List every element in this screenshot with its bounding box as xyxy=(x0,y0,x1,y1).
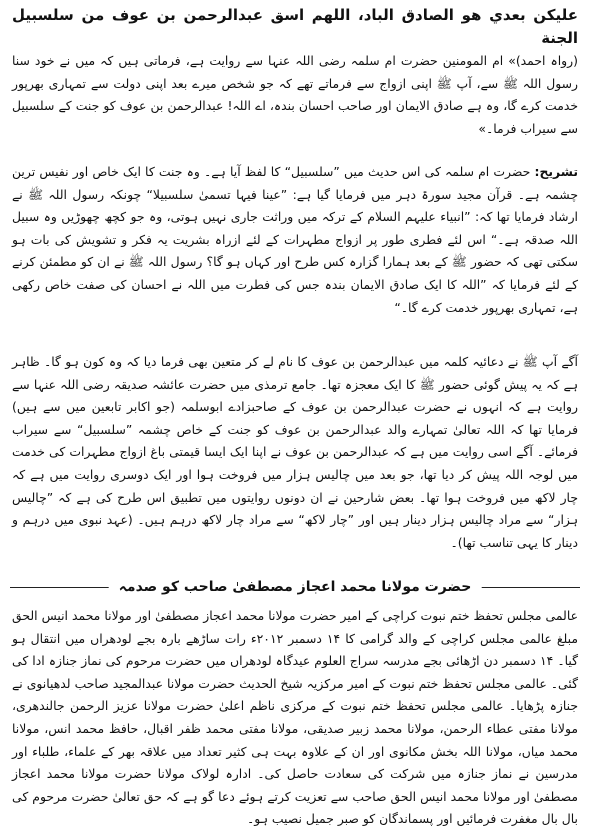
section-title: حضرت مولانا محمد اعجاز مصطفیٰ صاحب کو صدمہ xyxy=(109,575,482,599)
hadith-translation-block xyxy=(10,50,580,161)
condolence-paragraph: عالمی مجلس تحفظ ختم نبوت کراچی کے امیر حضرت مولانا محمد اعجاز مصطفیٰ اور مولانا محمد انیس الحق مبلغ عالمی مجلس کراچی کے والد گرامی کا ۱۴ دسمبر ۲۰۱۲ء رات ساڑھے بارہ بجے لودھراں میں انتقال ہو گیا۔ ۱۴ دسمبر دن اڑھائی بجے مدرسہ سراج العلوم عیدگاہ لودھراں میں حضرت مرحوم کی نماز جنازہ ادا کی گئی۔ عالمی مجلس تحفظ ختم نبوت کے امیر مرکزیہ شیخ الحدیث حضرت مولانا عبدالمجید صاحب لدھیانوی نے جنازہ پڑھایا۔ عالمی مجلس تحفظ ختم نبوت کے مرکزی ناظم اعلیٰ حضرت مولانا عزیز الرحمن جالندھری، مولانا مفتی عطاء الرحمن، مولانا محمد زبیر صدیقی، مولانا مفتی محمد ظفر اقبال، حافظ محمد انس، مولانا محمد میاں، مولانا اللہ بخش مکانوی اور ان کے علاوہ بہت ہی کثیر تعداد میں علاقہ بھر کے علماء، طلباء اور مدرسین نے نماز جنازہ میں شرکت کی سعادت حاصل کی۔ ادارہ لولاک مولانا حضرت مولانا محمد اعجاز مصطفیٰ اور مولانا محمد انیس الحق صاحب سے تعزیت کرتے ہوئے دعا گو ہے کہ حق تعالیٰ حضرت مرحوم کی بال بال مغفرت فرمائیں اور پسماندگان کو صبر جمیل نصیب ہو۔ xyxy=(12,608,578,827)
continuation-paragraph: آگے آپ ﷺ نے دعائیہ کلمہ میں عبدالرحمن بن عوف کا نام لے کر متعین بھی فرما دیا کہ وہ کون ہو گا۔ ظاہر ہے کہ یہ پیش گوئی حضور ﷺ کا ایک معجزہ تھا۔ جامع ترمذی میں حضرت عائشہ صدیقہ رضی اللہ عنہا سے روایت ہے کہ انہوں نے حضرت عبدالرحمن بن عوف کے صاحبزادے ابوسلمہ (جو اکابر تابعین میں سے ہیں) فرمایا تھا کہ اللہ تعالیٰ تمہارے والد عبدالرحمن بن عوف کو جنت کے خاص چشمہ ”سلسبیل“ سے سیراب فرمائے۔ آگے اسی روایت میں ہے کہ عبدالرحمن بن عوف نے اپنا ایک ایسا قیمتی باغ ازواج مطہرات کی خدمت میں لوجہ اللہ پیش کر دیا تھا، جو بعد میں چالیس ہزار میں فروخت ہوا اور ایک دوسری روایت میں ہے کہ چار لاکھ میں فروخت ہوا تھا۔ بعض شارحین نے ان دونوں روایتوں میں تطبیق اس طرح کی ہے کہ ”چالیس ہزار“ سے مراد چالیس ہزار دینار ہیں اور ”چار لاکھ“ سے مراد چار لاکھ درہم ہیں۔ (عہد نبوی میں درہم و دینار کا یہی تناسب تھا)۔ xyxy=(12,354,578,550)
continuation-block xyxy=(10,351,580,573)
commentary-block xyxy=(10,161,580,351)
commentary-text: حضرت ام سلمہ کی اس حدیث میں ”سلسبیل“ کا لفظ آیا ہے۔ وہ جنت کا ایک خاص اور نفیس ترین چشمہ ہے۔ قرآن مجید سورۃ دہر میں فرمایا گیا ہے: ”عینا فیہا تسمیٰ سلسبیلا“ چونکہ رسول اللہ ﷺ نے ارشاد فرمایا تھا کہ: ”انبیاء علیہم السلام کے ترکہ میں وراثت جاری نہیں ہوتی، وہ جو کچھ چھوڑیں وہ سبیل اللہ صدقہ ہے۔“ اس لئے فطری طور پر ازواج مطہرات کے لئے ازراہ بشریت یہ فکر و تشویش کی بات ہو سکتی تھی کہ حضور ﷺ کے بعد ہمارا گزارہ کس طرح اور کہاں ہو گا؟ رسول اللہ ﷺ نے ان کو مطمئن کرنے کے لئے فرمایا کہ ”اللہ کا ایک صادق الایمان بندہ جس کی فطرت میں اللہ نے احسان کی صفت خاص رکھی ہے، تمہاری بھرپور خدمت کرے گا۔“ xyxy=(12,164,578,315)
condolence-block xyxy=(10,605,580,827)
section-header xyxy=(10,575,580,601)
commentary-paragraph xyxy=(10,161,580,319)
arabic-hadith-text: عليكن بعدي هو الصادق الباد، اللهم اسق عبدالرحمن بن عوف من سلسبيل الجنة xyxy=(12,6,578,47)
hadith-translation: (رواہ احمد)» ام المومنین حضرت ام سلمہ رضی اللہ عنہا سے روایت ہے، فرماتی ہیں کہ میں نے خود سنا رسول اللہ ﷺ سے، آپ ﷺ اپنی ازواج سے فرماتے تھے کہ جو شخص میرے بعد اپنی دولت سے تمہاری بھرپور خدمت کرے گا، وہ ہے صادق الایمان اور صاحب احسان بندہ، اے اللہ! عبدالرحمن بن عوف کو جنت کے سلسبیل سے سیراب فرما۔» xyxy=(12,53,578,136)
commentary-lead: تشریح: xyxy=(534,164,578,179)
